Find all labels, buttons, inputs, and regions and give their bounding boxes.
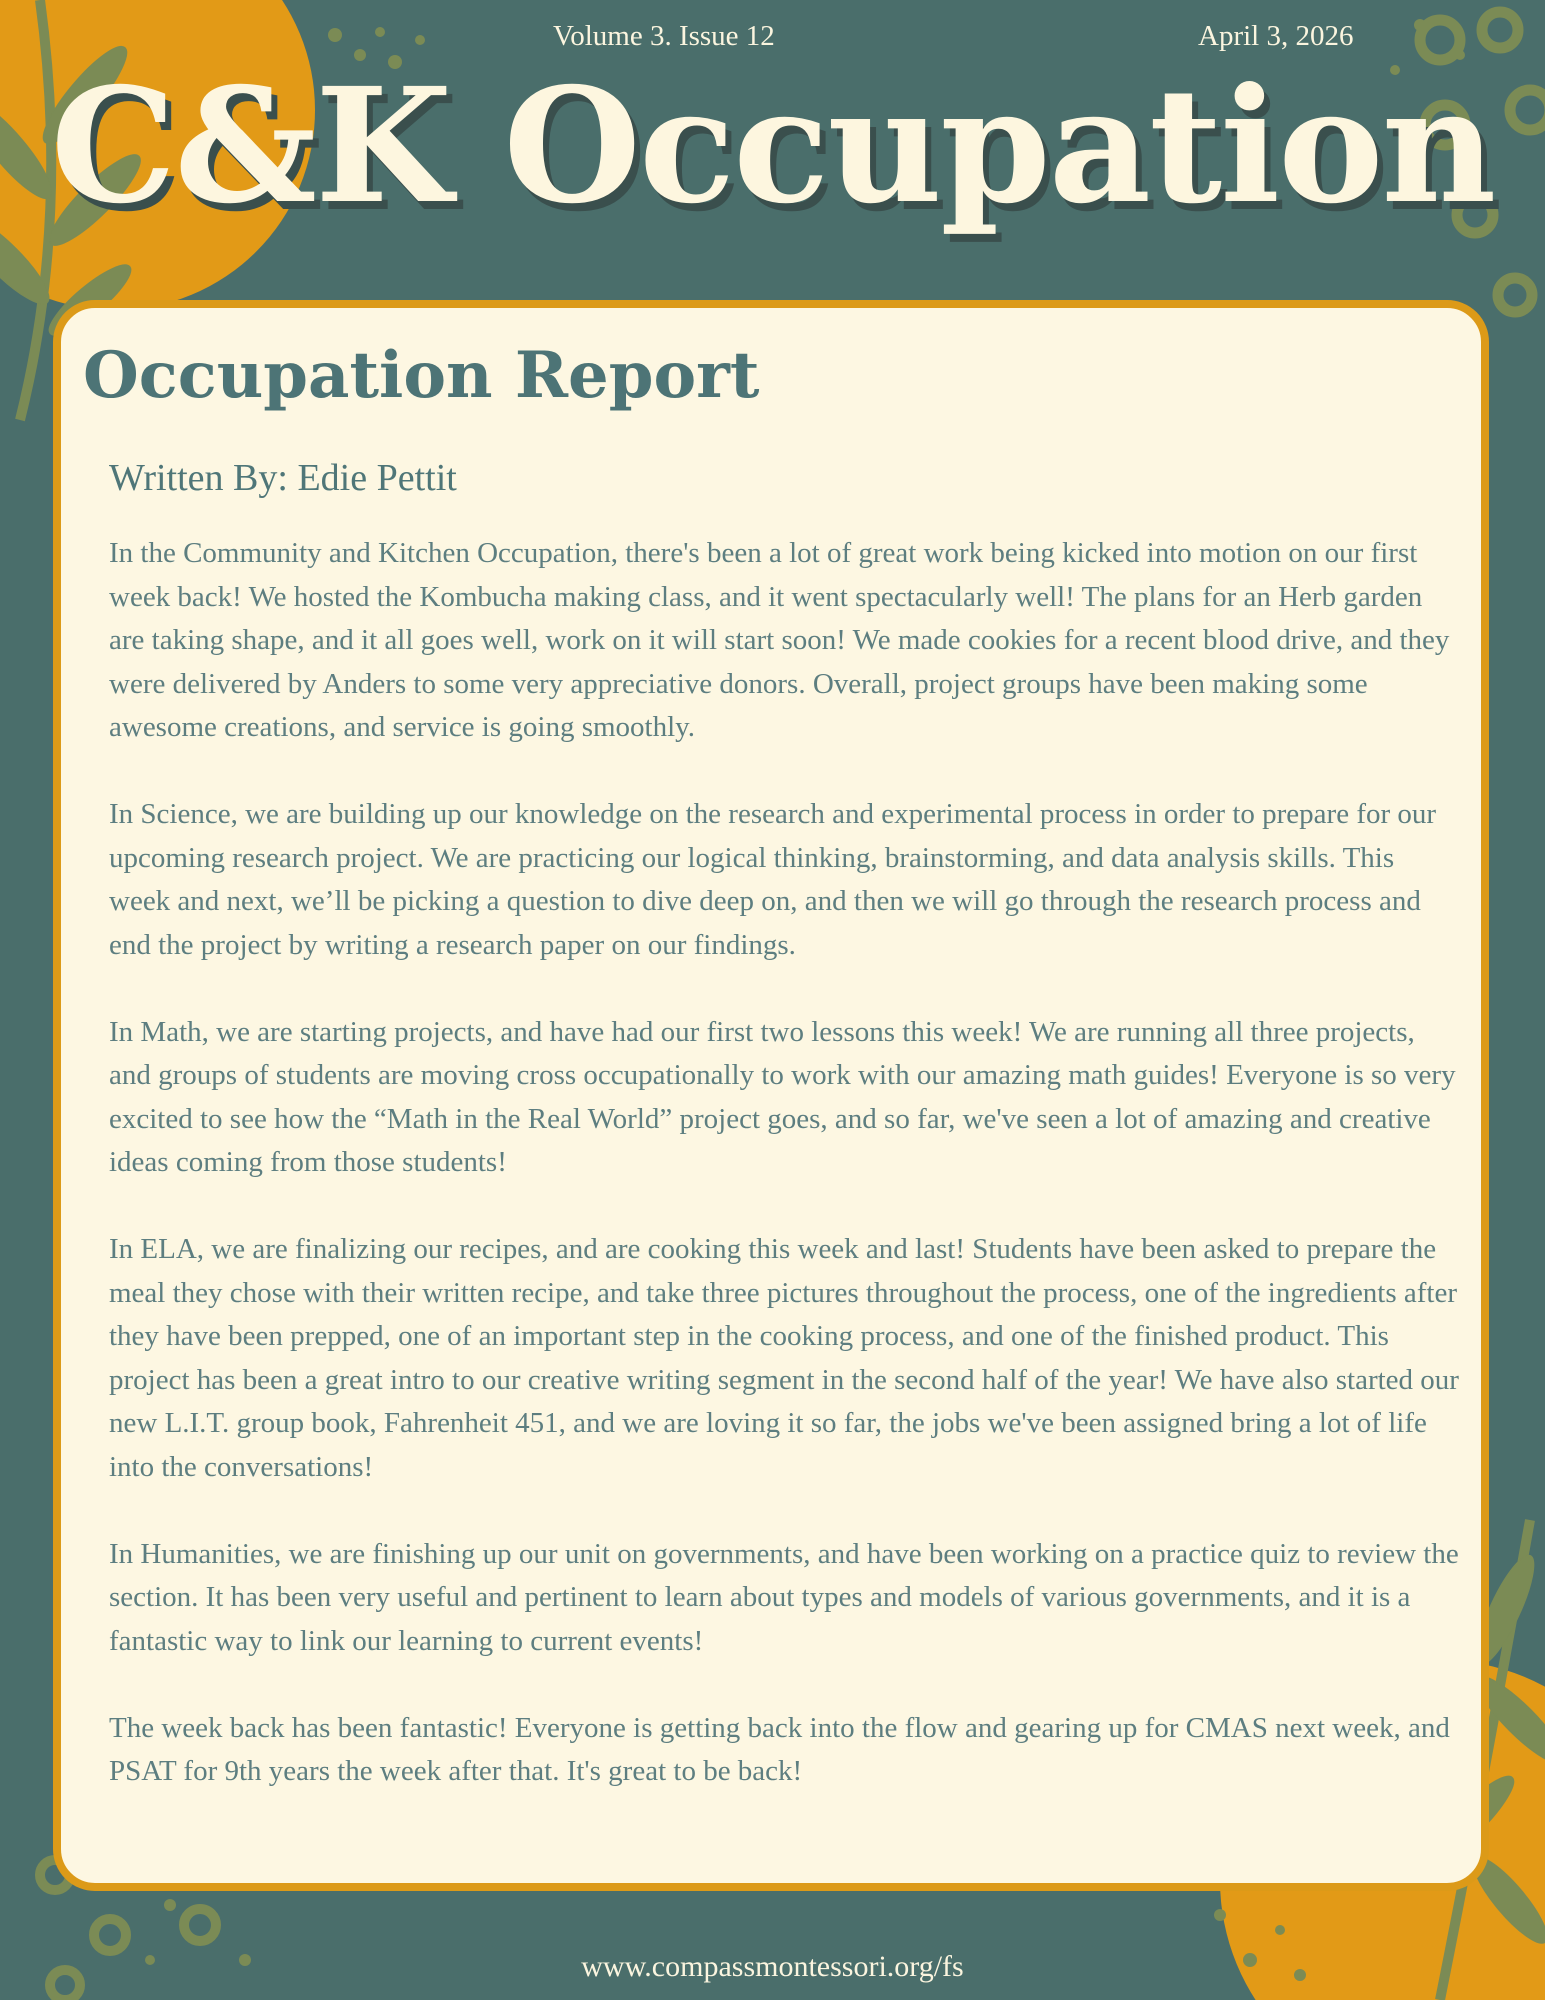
- newsletter-masthead: C&K Occupation: [50, 54, 1495, 239]
- volume-issue: Volume 3. Issue 12: [553, 20, 775, 52]
- paragraph-humanities: In Humanities, we are finishing up our unit on governments, and have been working on a practice quiz to review the section. It has been very useful and pertinent to learn about types and models of various governments, and it is a fantastic way to link our learning to current events!: [109, 1537, 1459, 1657]
- paragraph-ela: In ELA, we are finalizing our recipes, and are cooking this week and last! Students have been asked to prepare the meal they chose with their written recipe, and take three pictures throughout the process, one of the ingredients after they have been prepped, one of an important step in the cooking process, and one of the finished product. This project has been a great intro to our creative writing segment in the second half of the year! We have also started our new L.I.T. group book, Fahrenheit 451, and we are loving it so far, the jobs we've been assigned bring a lot of life into the conversations!: [109, 1233, 1459, 1483]
- paragraph-science: In Science, we are building up our knowledge on the research and experimental process in order to prepare for our upcoming research project. We are practicing our logical thinking, brainstorming, and data analysis skills. This week and next, we’ll be picking a question to dive deep on, and then we will go through the research process and end the project by writing a research paper on our findings.: [109, 798, 1437, 961]
- paragraph-community-kitchen: In the Community and Kitchen Occupation, there's been a lot of great work being kicked into motion on our first week back! We hosted the Kombucha making class, and it went spectacularly well! The plans for an Herb garden are taking shape, and it all goes well, work on it will start soon! We made cookies for a recent blood drive, and they were delivered by Anders to some very appreciative donors. Overall, project groups have been making some awesome creations, and service is going smoothly.: [109, 537, 1450, 743]
- paragraph-closing: The week back has been fantastic! Everyone is getting back into the flow and gearing up for CMAS next week, and PSAT for 9th years the week after that. It's great to be back!: [109, 1711, 1450, 1787]
- byline: Written By: Edie Pettit: [109, 457, 457, 499]
- report-title: Occupation Report: [83, 338, 760, 413]
- paragraph-math: In Math, we are starting projects, and have had our first two lessons this week! We are running all three projects, and groups of students are moving cross occupationally to work with our amazing math guides! Everyone is so very excited to see how the “Math in the Real World” project goes, and so far, we've seen a lot of amazing and creative ideas coming from those students!: [109, 1015, 1456, 1178]
- report-card: [53, 300, 1489, 1891]
- report-body: [109, 532, 1459, 1837]
- footer-website-link[interactable]: www.compassmontessori.org/fs: [581, 1950, 964, 1983]
- issue-date: April 3, 2026: [1198, 20, 1354, 52]
